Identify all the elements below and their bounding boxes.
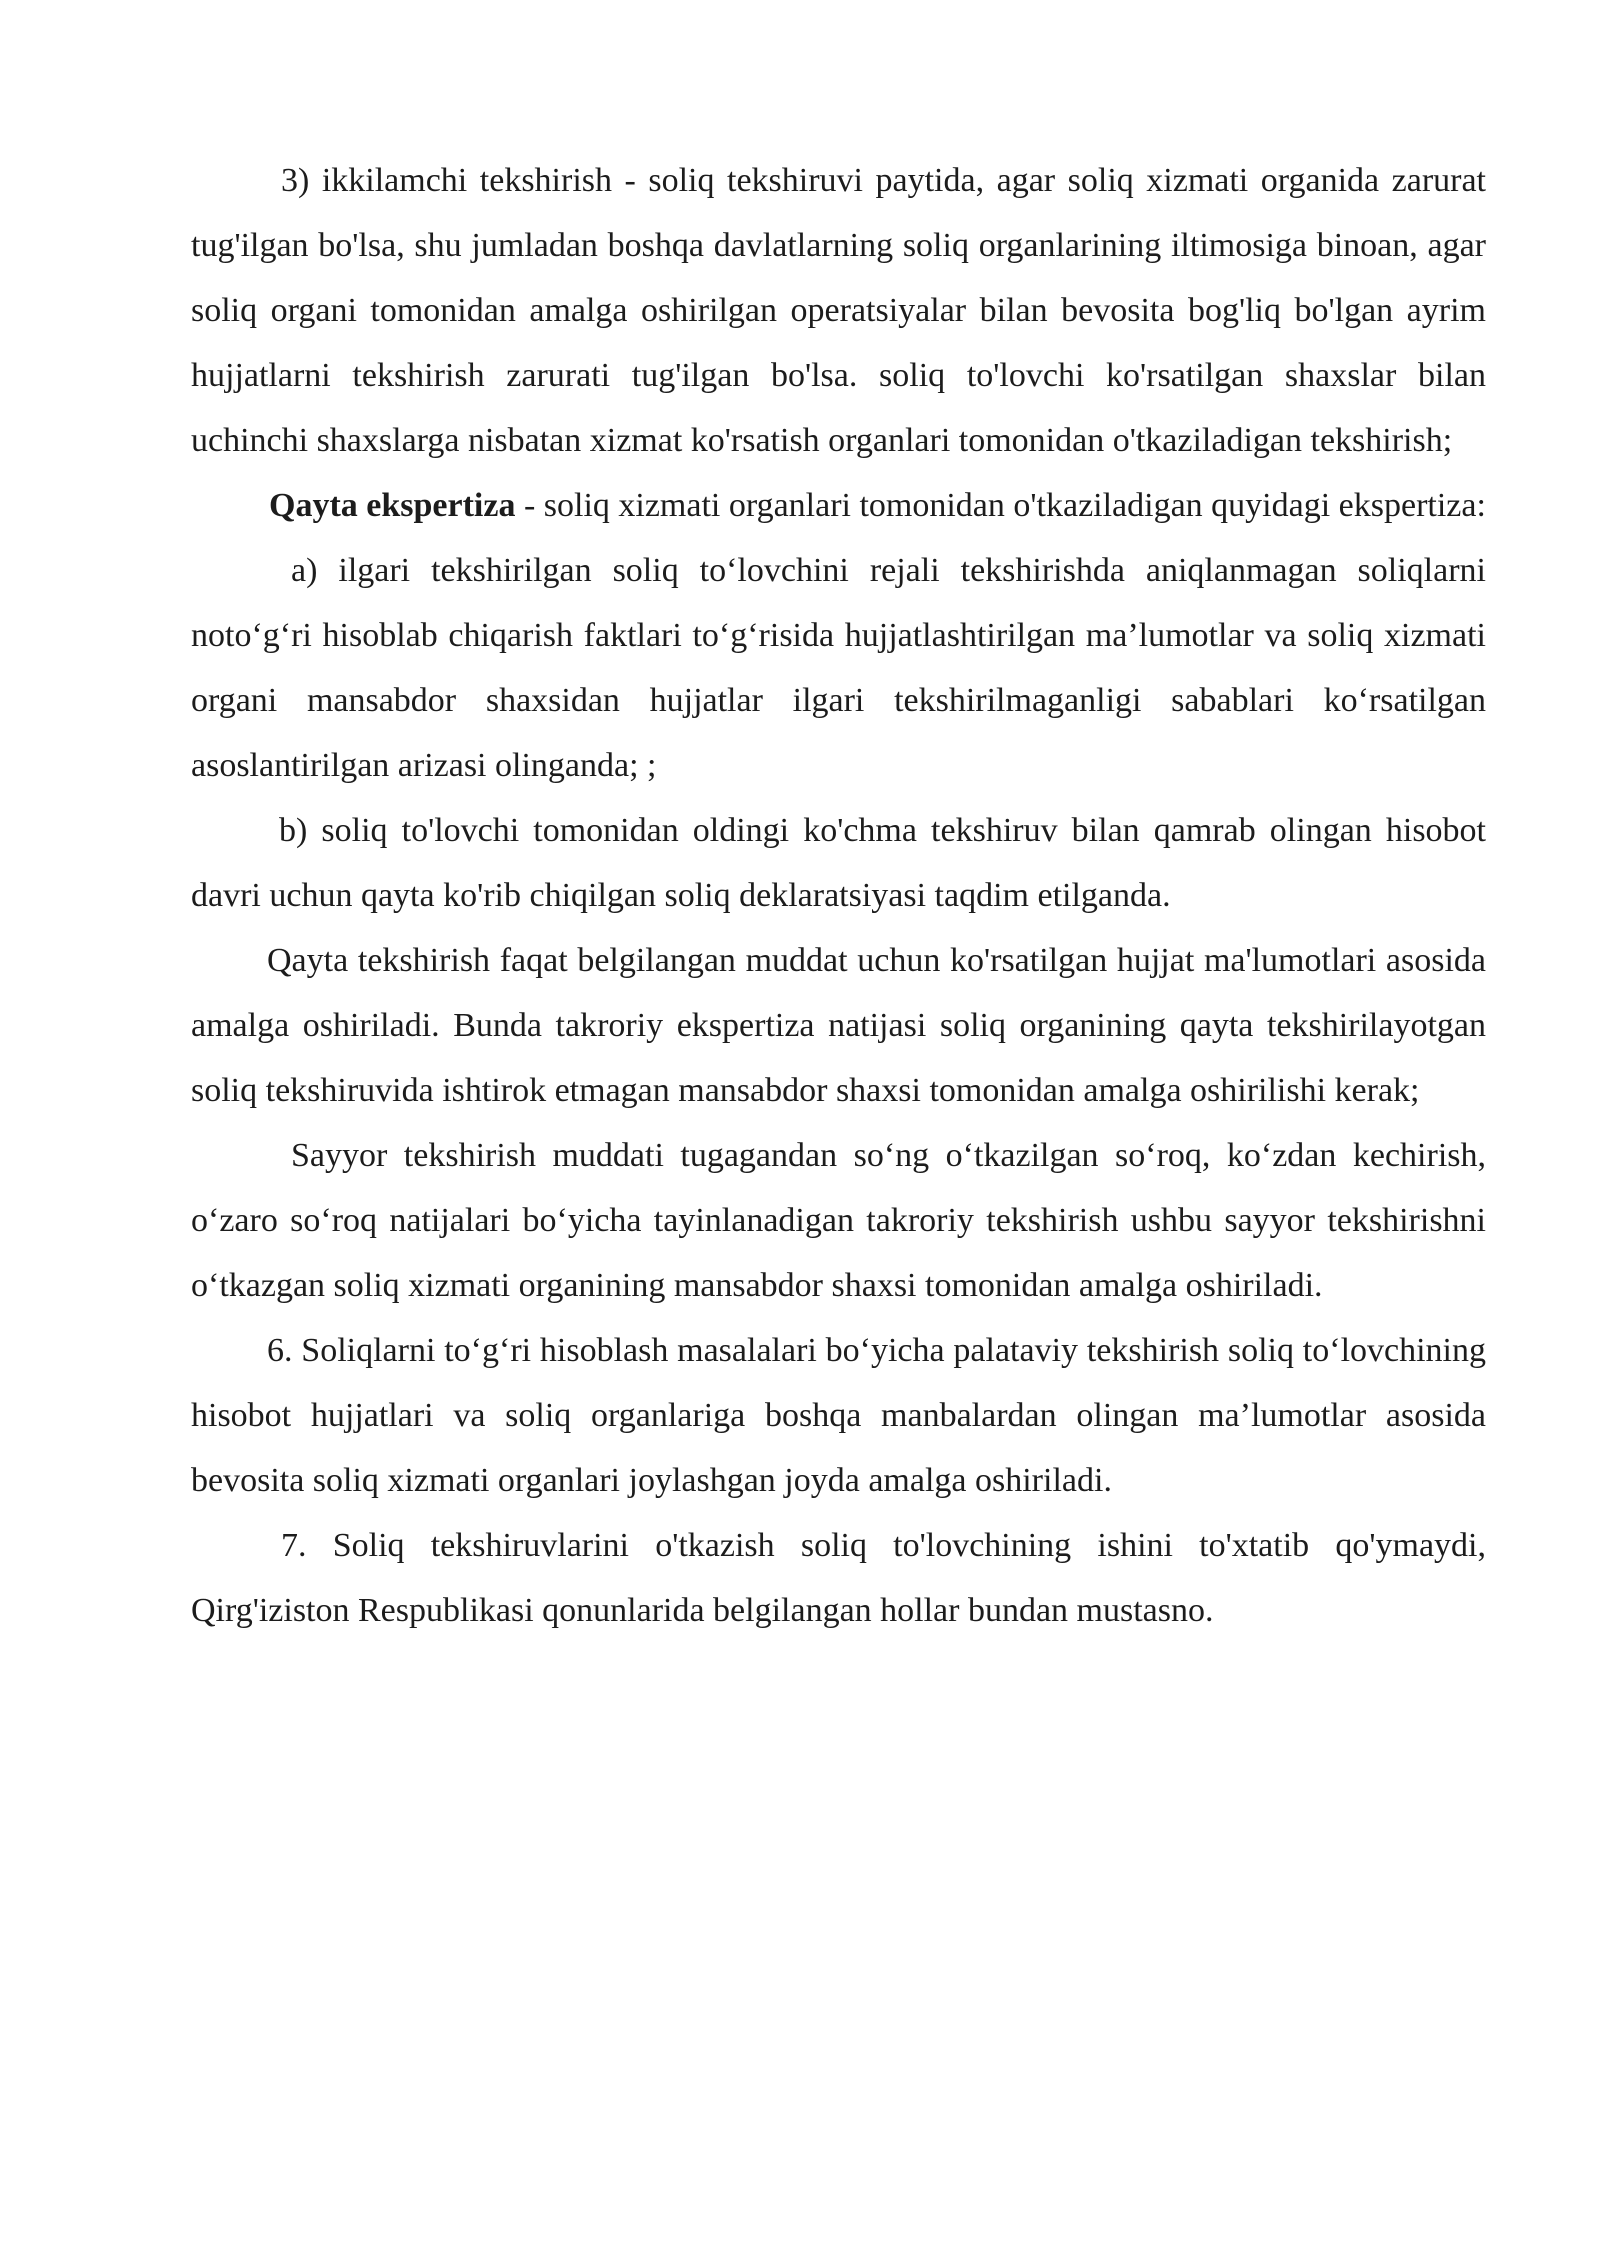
paragraph-secondary-inspection: 3) ikkilamchi tekshirish - soliq tekshiruvi paytida, agar soliq xizmati organida zarurat tug'ilgan bo'lsa, shu jumladan boshqa davlatlarning soliq organlarining iltimosiga binoan, agar soliq organi tomonidan amalga oshirilgan operatsiyalar bilan bevosita bog'liq bo'lgan ayrim hujjatlarni tekshirish zarurati tug'ilgan bo'lsa. soliq to'lovchi ko'rsatilgan shaxslar bilan uchinchi shaxslarga nisbatan xizmat ko'rsatish organlari tomonidan o'tkaziladigan tekshirish; bbox=[191, 162, 1486, 459]
term-re-expertise: Qayta ekspertiza bbox=[269, 487, 516, 524]
paragraph-item-7: 7. Soliq tekshiruvlarini o'tkazish soliq to'lovchining ishini to'xtatib qo'ymaydi, Qirg'iziston Respublikasi qonunlarida belgilangan hollar bundan mustasno. bbox=[191, 1527, 1486, 1629]
paragraph-field-inspection: Sayyor tekshirish muddati tugagandan so‘ng o‘tkazilgan so‘roq, ko‘zdan kechirish, o‘zaro so‘roq natijalari bo‘yicha tayinlanadigan takroriy tekshirish ushbu sayyor tekshirishni o‘tkazgan soliq xizmati organining mansabdor shaxsi tomonidan amalga oshiriladi. bbox=[191, 1137, 1486, 1304]
paragraph-re-inspection: Qayta tekshirish faqat belgilangan muddat uchun ko'rsatilgan hujjat ma'lumotlari asosida amalga oshiriladi. Bunda takroriy ekspertiza natijasi soliq organining qayta tekshirilayotgan soliq tekshiruvida ishtirok etmagan mansabdor shaxsi tomonidan amalga oshirilishi kerak; bbox=[191, 942, 1486, 1109]
document-body bbox=[191, 148, 1486, 1643]
paragraph-item-a: a) ilgari tekshirilgan soliq to‘lovchini rejali tekshirishda aniqlanmagan soliqlarni noto‘g‘ri hisoblab chiqarish faktlari to‘g‘risida hujjatlashtirilgan ma’lumotlar va soliq xizmati organi mansabdor shaxsidan hujjatlar ilgari tekshirilmaganligi sabablari ko‘rsatilgan asoslantirilgan arizasi olinganda; ; bbox=[191, 552, 1486, 784]
paragraph-re-expertise-text: - soliq xizmati organlari tomonidan o'tkaziladigan quyidagi ekspertiza: bbox=[515, 487, 1486, 524]
paragraph-item-b: b) soliq to'lovchi tomonidan oldingi ko'chma tekshiruv bilan qamrab olingan hisobot davri uchun qayta ko'rib chiqilgan soliq deklaratsiyasi taqdim etilganda. bbox=[191, 812, 1486, 914]
paragraph-item-6: 6. Soliqlarni to‘g‘ri hisoblash masalalari bo‘yicha palataviy tekshirish soliq to‘lovchining hisobot hujjatlari va soliq organlariga boshqa manbalardan olingan ma’lumotlar asosida bevosita soliq xizmati organlari joylashgan joyda amalga oshiriladi. bbox=[191, 1332, 1486, 1499]
paragraph-re-expertise bbox=[191, 473, 1486, 538]
